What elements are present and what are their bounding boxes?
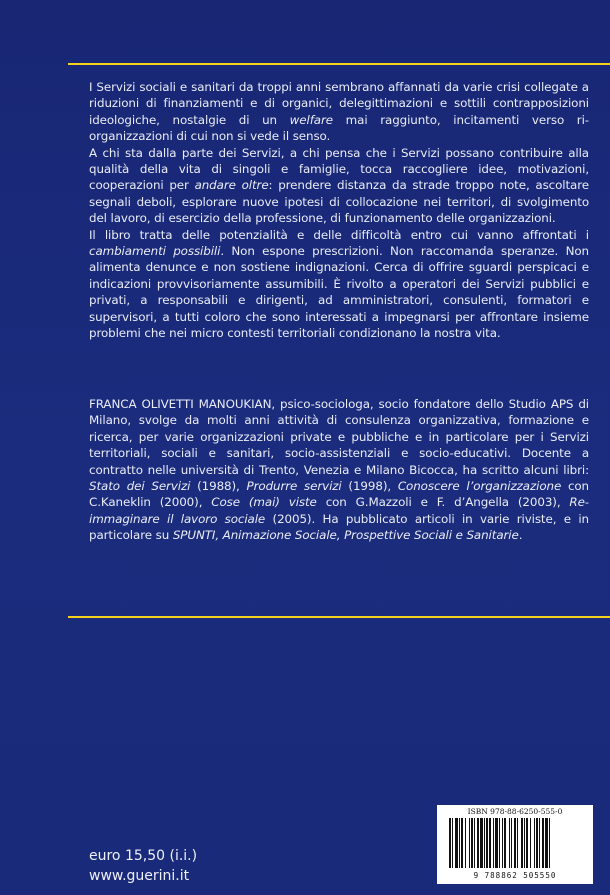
isbn-number: ISBN 978-88-6250-555-0: [467, 807, 563, 816]
barcode-bars: [447, 818, 583, 870]
price-and-website: [89, 846, 197, 886]
bottom-yellow-rule: [68, 616, 610, 618]
top-yellow-rule: [68, 63, 610, 65]
description-paragraph-2: A chi sta dalla parte dei Servizi, a chi pensa che i Servizi possano contribuire alla qualità della vita di singoli e famiglie, tocca raccogliere idee, motivazioni, cooperazioni per andare oltre: prendere distanza da strade troppo note, ascoltare segnali deboli, esplorare nuove ipotesi di collocazione nei territori, di svolgimento del lavoro, di esercizio della professione, di funzionamento delle organizzazioni.: [89, 145, 589, 226]
price-label: euro 15,50 (i.i.): [89, 848, 198, 864]
isbn-barcode: [437, 805, 593, 884]
description-paragraph-1: I Servizi sociali e sanitari da troppi anni sembrano affannati da varie crisi collegate a riduzioni di finanziamenti e di organici, delegittimazioni e sottili contrapposizioni ideologiche, nostalgie di un welfare mai raggiunto, incitamenti verso ri-organizzazioni di cui non si vede il senso.: [89, 80, 589, 144]
author-bio-paragraph: FRANCA OLIVETTI MANOUKIAN, psico-sociologa, socio fondatore dello Studio APS di Milano, svolge da molti anni attività di consulenza organizzativa, formazione e ricerca, per varie organizzazioni private e pubbliche e in particolare per i Servizi territoriali, sociali e sanitari, socio-assistenziali e socio-educativi. Docente a contratto nelle università di Trento, Venezia e Milano Bicocca, ha scritto alcuni libri: Stato dei Servizi (1988), Produrre servizi (1998), Conoscere l’organizzazione con C.Kaneklin (2000), Cose (mai) viste con G.Mazzoli e F. d’Angella (2003), Re-immaginare il lavoro sociale (2005). Ha pubblicato articoli in varie riviste, e in particolare su SPUNTI, Animazione Sociale, Prospettive Sociali e Sanitarie.: [89, 397, 589, 543]
book-description: [89, 79, 589, 342]
description-paragraph-3: Il libro tratta delle potenzialità e delle difficoltà entro cui vanno affrontati i cambiamenti possibili. Non espone prescrizioni. Non raccomanda speranze. Non alimenta denunce e non sostiene indignazioni. Cerca di offrire sguardi perspicaci e indicazioni provvisoriamente assumibili. È rivolto a operatori dei Servizi pubblici e privati, a responsabili e dirigenti, ad amministratori, consulenti, formatori e supervisori, a tutti coloro che sono interessati a impegnarsi per affrontare insieme problemi che nei micro contesti territoriali condizionano la nostra vita.: [89, 227, 589, 341]
barcode-digits: 9 788862 505550: [473, 871, 557, 880]
author-bio: [89, 396, 589, 544]
website-label: www.guerini.it: [89, 868, 190, 884]
